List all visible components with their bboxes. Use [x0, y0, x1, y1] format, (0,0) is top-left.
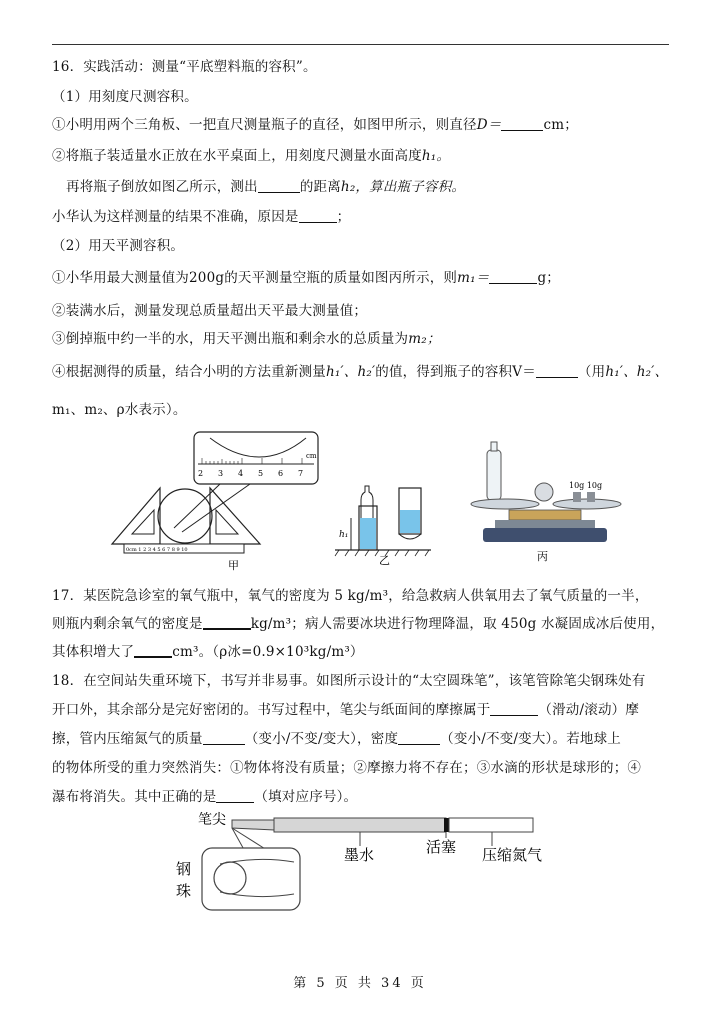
label-pen-tip: 笔尖	[198, 812, 226, 828]
h1-label: h₁	[339, 530, 349, 540]
bottle-inverted-shoulder	[399, 534, 421, 539]
q16-step2	[52, 146, 450, 166]
answer-blank-diameter[interactable]	[501, 116, 543, 131]
ruler-unit: cm	[306, 452, 317, 460]
ruler-bottom-label: 0cm 1 2 3 4 5 6 7 8 9 10	[126, 547, 188, 553]
figure-jia	[110, 428, 330, 572]
balance-beam	[509, 510, 581, 520]
q16-t3	[52, 329, 441, 349]
label-ball-2: 珠	[176, 882, 192, 900]
q16-part1-heading: （1）用刻度尺测容积。	[52, 89, 198, 105]
figure-bing	[465, 440, 625, 564]
q16-step1-text: ①小明用两个三角板、一把直尺测量瓶子的直径，如图甲所示，则直径	[52, 117, 477, 133]
q16-step1	[52, 115, 578, 135]
steel-ball	[214, 862, 246, 894]
ruler-tick-2: 2	[198, 469, 204, 478]
figure-yi	[335, 480, 435, 567]
weights-label: 10g 10g	[569, 481, 603, 490]
q16-t5: m₁、m₂、ρ水表示）。	[52, 402, 187, 418]
balance-base	[483, 528, 607, 542]
q17-line2-text: 则瓶内剩余氧气的密度是	[52, 616, 203, 632]
q16-step2-text: ②将瓶子装适量水正放在水平桌面上，用刻度尺测量水面高度	[52, 148, 422, 164]
q16-reason	[52, 207, 350, 227]
q16-t1-text: ①小华用最大测量值为200g的天平测量空瓶的质量如图丙所示，则	[52, 270, 458, 286]
label-ink: 墨水	[344, 846, 375, 864]
q16-t4-var: h₁′、h₂′	[326, 364, 376, 380]
q18-line5	[52, 787, 357, 807]
q16-t3-var: m₂；	[408, 331, 441, 347]
header-rule	[52, 44, 669, 45]
q16-reason-end: ；	[336, 209, 351, 225]
ruler-tick-6: 6	[278, 469, 284, 478]
q18-line3	[52, 729, 621, 749]
water-inverted	[400, 510, 420, 533]
label-ball-1: 钢	[176, 860, 192, 878]
answer-blank-correct-items[interactable]	[216, 788, 254, 803]
q18-line5-text2: （填对应序号）。	[254, 789, 358, 805]
q16-t1-unit: g；	[537, 270, 560, 286]
answer-blank-gas-density[interactable]	[398, 730, 440, 745]
triangle-right	[210, 488, 260, 544]
q16-step2-var: h₁。	[421, 148, 451, 164]
ruler-tick-3: 3	[218, 469, 224, 478]
caption-bing: 丙	[537, 550, 548, 563]
label-piston: 活塞	[426, 838, 457, 856]
q18-line2-text: 开口外，其余部分是完好密闭的。书写过程中，笔尖与纸面间的摩擦属于	[52, 702, 491, 718]
weight-1	[573, 492, 581, 502]
q17-line3-text: 其体积增大了	[52, 644, 135, 660]
answer-blank-volume-increase[interactable]	[134, 642, 172, 658]
caption-jia: 甲	[228, 559, 239, 572]
q16-t3-text: ③倒掉瓶中约一半的水，用天平测出瓶和剩余水的总质量为	[52, 331, 409, 347]
q16-t4-var2: h₁′、h₂′、	[605, 364, 669, 380]
weight-2	[587, 492, 595, 502]
triangle-left-inner	[132, 510, 154, 534]
q16-reason-text: 小华认为这样测量的结果不准确，原因是	[52, 209, 299, 225]
q17-line3	[52, 642, 364, 662]
q17-line2-text2: kg/m³；病人需要冰块进行物理降温，取 450g 水凝固成冰后使用，	[250, 616, 665, 632]
triangle-right-inner	[216, 510, 238, 534]
left-pan	[471, 499, 539, 509]
answer-blank-h2-ref[interactable]	[258, 178, 300, 193]
q16-step3-text2: 的距离	[299, 179, 341, 195]
q16-t2: ②装满水后，测量发现总质量超出天平最大测量值；	[52, 303, 368, 319]
bottle-on-pan	[487, 450, 501, 500]
answer-blank-volume[interactable]	[536, 363, 578, 378]
balance-dial	[535, 483, 553, 501]
q17-line1: 17．某医院急诊室的氧气瓶中，氧气的密度为 5 kg/m³，给急救病人供氧用去了氧气质量的一半，	[52, 588, 649, 604]
triangle-left	[112, 488, 160, 544]
q16-step3	[66, 177, 465, 197]
ruler-tick-5: 5	[258, 469, 264, 478]
figure-space-pen	[170, 808, 550, 918]
ruler-tick-4: 4	[238, 469, 244, 478]
q16-step3-text: 再将瓶子倒放如图乙所示，测出	[66, 179, 258, 195]
q18-line1: 18．在空间站失重环境下，书写并非易事。如图所示设计的“太空圆珠笔”，该笔管除笔尖钢珠处有	[52, 673, 646, 689]
q16-part2-heading: （2）用天平测容积。	[52, 238, 185, 254]
q16-t4-text3: （用	[577, 364, 606, 380]
bottle-cap	[491, 442, 497, 451]
balance-body	[495, 520, 595, 528]
q18-line4: 的物体所受的重力突然消失：①物体将没有质量；②摩擦力将不存在；③水滴的形状是球形的；④	[52, 760, 642, 776]
q16-t1-var: m₁＝	[457, 270, 490, 286]
pen-tip	[232, 820, 274, 830]
q16-t1	[52, 268, 560, 288]
water-upright	[360, 518, 376, 549]
answer-blank-gas-mass[interactable]	[203, 730, 245, 745]
q18-line2	[52, 700, 639, 720]
page-footer: 第 5 页 共 34 页	[293, 976, 427, 991]
q18-line3-text: 擦，管内压缩氮气的质量	[52, 731, 203, 747]
piston	[444, 818, 449, 832]
q16-t4-text2: 的值，得到瓶子的容积V＝	[375, 364, 536, 380]
ruler-tick-7: 7	[298, 469, 304, 478]
q16-title: 16．实践活动：测量“平底塑料瓶的容积”。	[52, 59, 317, 75]
q16-t4-text: ④根据测得的质量，结合小明的方法重新测量	[52, 364, 326, 380]
ink-section	[274, 818, 446, 832]
q16-t4	[52, 362, 668, 382]
q18-line3-text3: （变小/不变/变大）。若地球上	[440, 731, 622, 747]
q16-step1-var: D＝	[476, 117, 502, 133]
q18-line3-text2: （变小/不变/变大），密度	[244, 731, 399, 747]
label-gas: 压缩氮气	[482, 846, 543, 864]
q17-line2	[52, 614, 664, 634]
q16-step3-var: h₂，算出瓶子容积。	[340, 179, 466, 195]
caption-yi: 乙	[379, 554, 390, 567]
q16-step1-unit: cm；	[543, 117, 578, 133]
q18-line2-text2: （滑动/滚动）摩	[538, 702, 640, 718]
answer-blank-reason[interactable]	[299, 208, 337, 223]
q18-line5-text: 瀑布将消失。其中正确的是	[52, 789, 217, 805]
answer-blank-density[interactable]	[203, 614, 251, 630]
answer-blank-friction-type[interactable]	[490, 701, 538, 716]
answer-blank-m1[interactable]	[489, 269, 537, 284]
gas-section	[449, 818, 533, 832]
q17-line3-text2: cm³。（ρ冰=0.9×10³kg/m³）	[172, 644, 364, 660]
